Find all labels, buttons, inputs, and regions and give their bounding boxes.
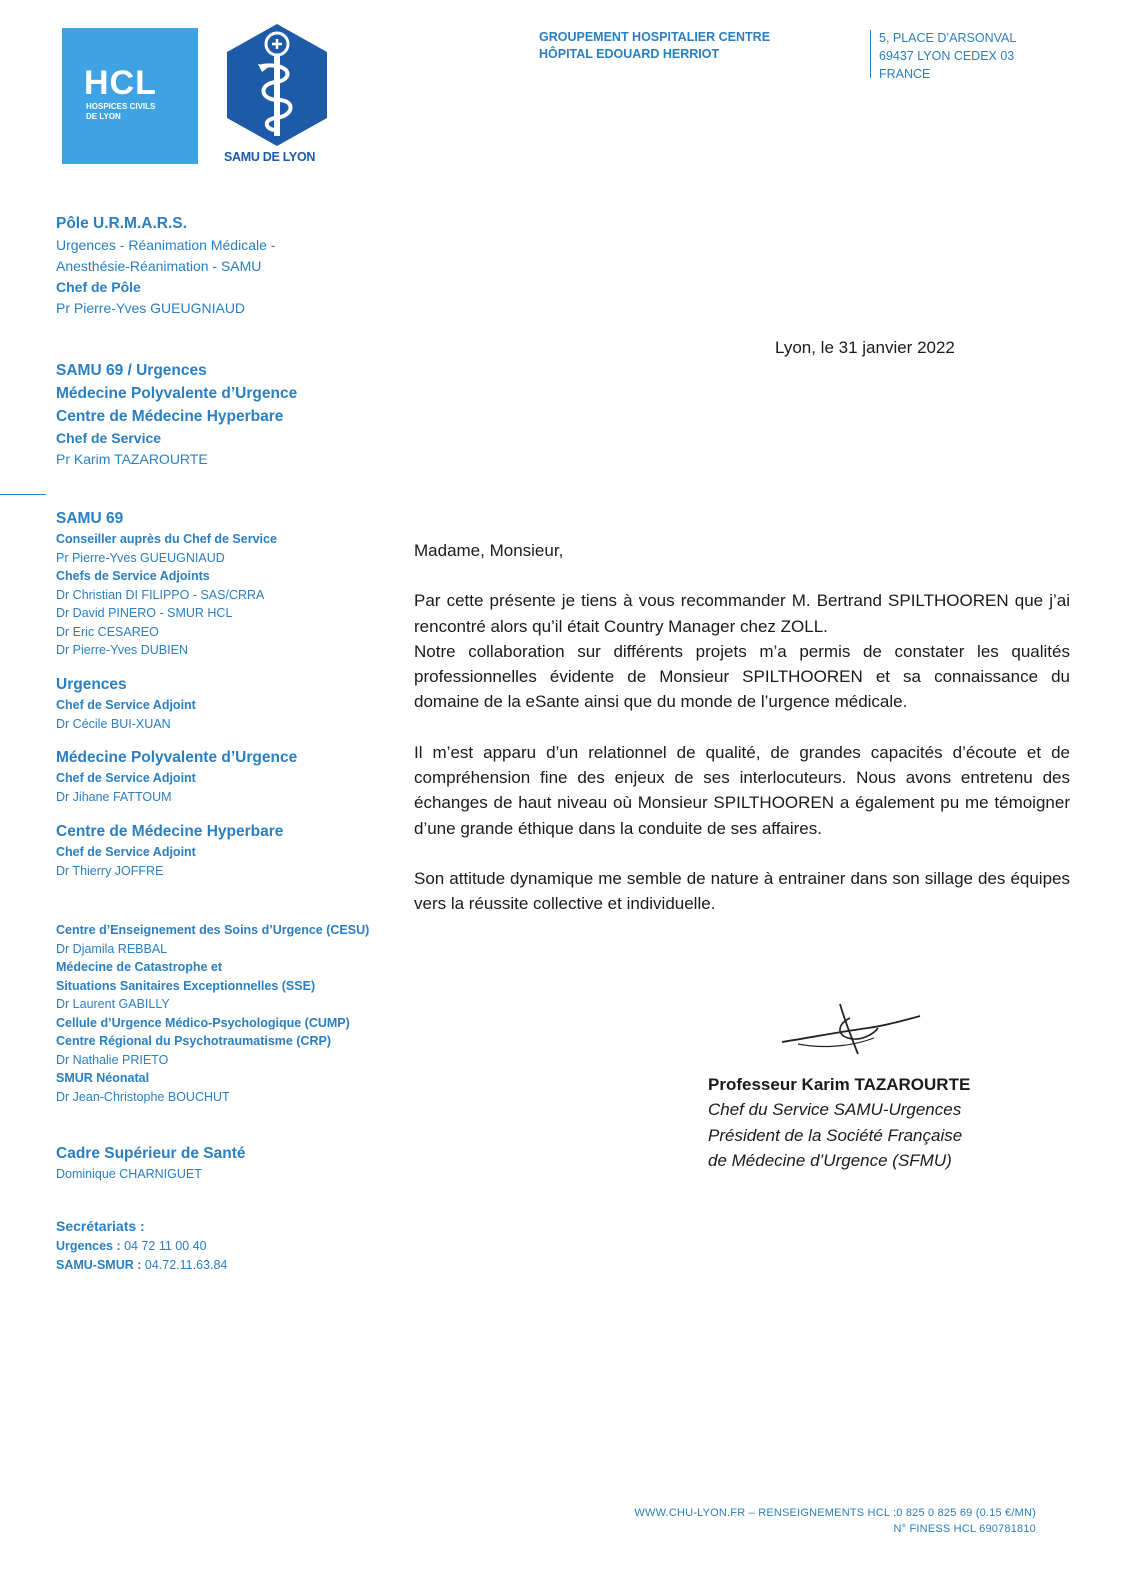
letter-paragraph xyxy=(414,639,1070,715)
paragraph-text: Notre collaboration sur différents projets m’a permis de constater les qualités professionnelles évidente de Monsieur SPILTHOOREN et sa connaissance du domaine de la eSante ainsi que du monde de l’urgence médicale. xyxy=(414,641,1070,712)
service-role: Chef de Service xyxy=(56,430,162,446)
address-line: 69437 LYON CEDEX 03 xyxy=(879,49,1015,63)
letter-paragraph: Son attitude dynamique me semble de nature à entrainer dans son sillage des équipes vers la réussite collective et individuelle. xyxy=(414,868,1070,914)
samu69-adjoint: Dr Christian DI FILIPPO - SAS/CRRA xyxy=(56,587,265,602)
cadre-block xyxy=(56,1142,246,1184)
samu69-role: Conseiller auprès du Chef de Service xyxy=(56,532,277,546)
salutation: Madame, Monsieur, xyxy=(414,541,564,560)
crp-name: Dr Nathalie PRIETO xyxy=(56,1052,169,1067)
cmh-block xyxy=(56,820,283,880)
star-of-life-icon xyxy=(218,22,336,148)
cesu-title: Centre d’Enseignement des Soins d’Urgence (CESU) xyxy=(56,923,370,937)
hcl-logo-text: HCL xyxy=(84,64,157,102)
smur-name: Dr Jean-Christophe BOUCHUT xyxy=(56,1089,230,1104)
samu-phone-label: SAMU-SMUR : xyxy=(56,1257,142,1272)
samu-phone: 04.72.11.63.84 xyxy=(141,1257,228,1272)
hcl-logo-subtitle xyxy=(86,102,155,122)
cmh-name: Dr Thierry JOFFRE xyxy=(56,863,164,878)
service-title: Médecine Polyvalente d’Urgence xyxy=(56,385,298,402)
pole-title: Pôle U.R.M.A.R.S. xyxy=(56,215,187,232)
hcl-logo xyxy=(62,28,198,164)
urgences-phone: 04 72 11 00 40 xyxy=(120,1239,207,1253)
urgences-phone-label: Urgences : xyxy=(56,1239,121,1253)
secretariats-title: Secrétariats : xyxy=(56,1218,145,1234)
hospital-group-header xyxy=(539,29,770,63)
service-title: Centre de Médecine Hyperbare xyxy=(56,408,284,425)
sidebar-divider xyxy=(0,494,46,495)
pole-chief-name: Pr Pierre-Yves GUEUGNIAUD xyxy=(56,300,246,316)
letter-body xyxy=(414,538,1070,942)
service-block xyxy=(56,359,297,470)
address-line: 5, PLACE D’ARSONVAL xyxy=(879,31,1017,45)
secretariats-block xyxy=(56,1216,227,1274)
service-chief-name: Pr Karim TAZAROURTE xyxy=(56,451,208,467)
signatory-name: Professeur Karim TAZAROURTE xyxy=(708,1075,971,1094)
cadre-name: Dominique CHARNIGUET xyxy=(56,1167,202,1181)
handwritten-signature xyxy=(778,998,924,1060)
samu69-block xyxy=(56,507,277,660)
units-block xyxy=(56,921,369,1106)
letter-paragraph xyxy=(414,588,1070,639)
samu69-title: SAMU 69 xyxy=(56,510,124,527)
samu-logo-caption: SAMU DE LYON xyxy=(224,150,316,164)
pole-block xyxy=(56,212,275,319)
cmh-title: Centre de Médecine Hyperbare xyxy=(56,823,284,840)
mpu-role: Chef de Service Adjoint xyxy=(56,771,196,785)
urgences-block xyxy=(56,673,196,733)
hospital-group-name: GROUPEMENT HOSPITALIER CENTRE xyxy=(539,30,771,44)
pole-description: Anesthésie-Réanimation - SAMU xyxy=(56,258,262,274)
mpu-name: Dr Jihane FATTOUM xyxy=(56,789,172,804)
footer-contact: WWW.CHU-LYON.FR – RENSEIGNEMENTS HCL :0 825 0 825 69 (0.15 €/MN) xyxy=(634,1507,1036,1519)
cadre-title: Cadre Supérieur de Santé xyxy=(56,1145,246,1162)
signature-block xyxy=(708,1072,970,1174)
sse-title: Médecine de Catastrophe et xyxy=(56,960,223,974)
cump-title: Cellule d’Urgence Médico-Psychologique (CUMP) xyxy=(56,1015,350,1030)
pole-role: Chef de Pôle xyxy=(56,279,141,295)
sse-name: Dr Laurent GABILLY xyxy=(56,997,170,1011)
samu69-adjoint: Dr Pierre-Yves DUBIEN xyxy=(56,643,188,657)
samu-logo xyxy=(218,22,336,170)
crp-title: Centre Régional du Psychotraumatisme (CRP) xyxy=(56,1034,332,1048)
footer-finess: N° FINESS HCL 690781810 xyxy=(893,1522,1036,1535)
address-line: FRANCE xyxy=(879,67,931,81)
pole-description: Urgences - Réanimation Médicale - xyxy=(56,237,276,253)
samu69-name: Pr Pierre-Yves GUEUGNIAUD xyxy=(56,550,225,565)
urgences-role: Chef de Service Adjoint xyxy=(56,698,196,712)
mpu-title: Médecine Polyvalente d’Urgence xyxy=(56,749,298,766)
service-title: SAMU 69 / Urgences xyxy=(56,362,207,379)
samu69-adjoint: Dr David PINERO - SMUR HCL xyxy=(56,606,233,620)
signatory-title: Chef du Service SAMU-Urgences xyxy=(708,1100,962,1120)
smur-title: SMUR Néonatal xyxy=(56,1071,150,1085)
hcl-logo-line1: HOSPICES CIVILS xyxy=(86,102,156,111)
letter-date: Lyon, le 31 janvier 2022 xyxy=(775,338,955,357)
cmh-role: Chef de Service Adjoint xyxy=(56,845,196,859)
mpu-block xyxy=(56,746,297,806)
cesu-name: Dr Djamila REBBAL xyxy=(56,941,168,956)
hcl-logo-line2: DE LYON xyxy=(86,112,121,121)
samu69-adjoint: Dr Eric CESAREO xyxy=(56,624,159,639)
hospital-address xyxy=(879,29,1016,83)
signatory-title: Président de la Société Française xyxy=(708,1125,963,1145)
samu69-role: Chefs de Service Adjoints xyxy=(56,569,210,583)
urgences-title: Urgences xyxy=(56,676,127,693)
sse-title: Situations Sanitaires Exceptionnelles (SSE) xyxy=(56,978,316,993)
letter-paragraph: Il m’est apparu d’un relationnel de qualité, de grandes capacités d’écoute et de compréhension fine des enjeux de ses interlocuteurs. Nous avons entretenu des échanges de haut niveau où Monsieur SPILTHOOREN a également pu me témoigner d’une grande éthique dans la conduite de ses affaires. xyxy=(414,742,1070,838)
paragraph-text: Par cette présente je tiens à vous recommander M. Bertrand SPILTHOOREN que j’ai rencontré alors qu’il était Country Manager chez ZOLL. xyxy=(414,591,1070,636)
hospital-name: HÔPITAL EDOUARD HERRIOT xyxy=(539,47,720,61)
page-footer xyxy=(560,1506,1036,1537)
address-divider xyxy=(870,30,871,78)
urgences-name: Dr Cécile BUI-XUAN xyxy=(56,716,171,731)
signatory-title: de Médecine d’Urgence (SFMU) xyxy=(708,1151,952,1171)
